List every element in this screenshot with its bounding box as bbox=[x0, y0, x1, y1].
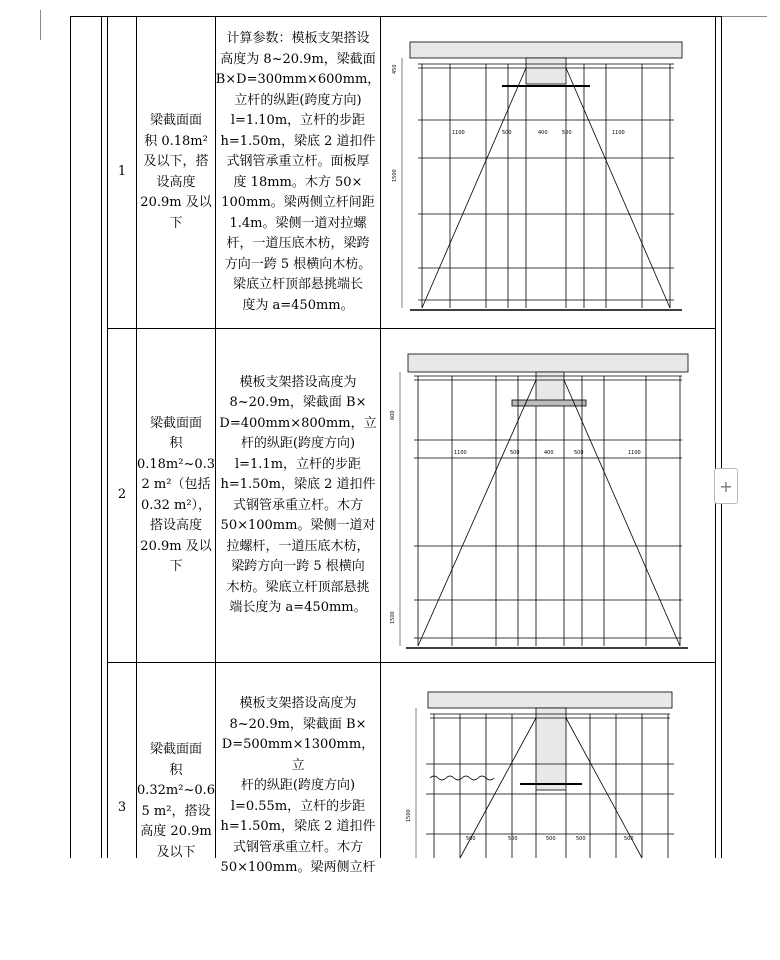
scope-cell bbox=[137, 680, 215, 960]
scope-line: 5 m²，搭设 bbox=[141, 803, 211, 819]
dim-label: 450 bbox=[392, 64, 398, 74]
scope-line: 梁截面面 bbox=[149, 113, 202, 128]
params-line: 式钢管承重立杆。木方 bbox=[232, 839, 363, 855]
formwork-drawing bbox=[390, 674, 702, 858]
params-line: 模板支架搭设高度为 bbox=[239, 374, 357, 390]
dim-label: 600 bbox=[390, 410, 396, 420]
table-border bbox=[715, 16, 716, 858]
dim-label: 1100 bbox=[454, 450, 467, 456]
scope-cell bbox=[137, 329, 215, 662]
params-cell bbox=[216, 17, 380, 328]
params-cell bbox=[216, 694, 380, 875]
dim-label: 400 bbox=[544, 450, 554, 456]
params-line: 高度为 8~20.9m，梁截面 bbox=[220, 51, 376, 67]
dim-label: 500 bbox=[502, 130, 512, 136]
scope-line: 及以下 bbox=[156, 844, 196, 860]
params-line: 杆的纵距(跨度方向) bbox=[240, 778, 356, 793]
params-line: l=0.55m，立杆的步距 bbox=[230, 798, 366, 814]
params-line: 方向一跨 5 根横向木枋。 bbox=[224, 256, 372, 272]
params-line: 梁跨方向一跨 5 根横向 bbox=[231, 559, 365, 574]
dim-label: 1500 bbox=[406, 809, 412, 822]
dim-label: 1500 bbox=[390, 611, 396, 624]
params-line: 杆的纵距(跨度方向) bbox=[240, 436, 356, 451]
params-line: B×D=300mm×600mm， bbox=[215, 72, 381, 87]
params-line: l=1.10m，立杆的步距 bbox=[230, 113, 366, 128]
params-cell bbox=[216, 329, 380, 662]
params-line: 100mm。梁两侧立杆间距 bbox=[221, 195, 375, 210]
params-line: 木枋。梁底立杆顶部悬挑 bbox=[226, 579, 370, 595]
params-line: 杆，一道压底木枋，梁跨 bbox=[226, 236, 370, 251]
crop-mark-top-right bbox=[717, 0, 767, 17]
scope-line: 下 bbox=[169, 559, 183, 574]
scope-line: 20.9m 及以 bbox=[140, 538, 212, 554]
scope-line: 积 0.18m² bbox=[144, 133, 208, 149]
scope-line: 搭设高度 bbox=[149, 518, 202, 533]
table-border bbox=[70, 16, 71, 858]
params-line: h=1.50m，梁底 2 道扣件 bbox=[220, 133, 376, 149]
dim-label: 1500 bbox=[392, 169, 398, 182]
params-line: 立杆的纵距(跨度方向) bbox=[234, 92, 362, 108]
dim-label: 500 bbox=[510, 450, 520, 456]
params-line: 50×100mm。梁两侧立杆 bbox=[220, 860, 376, 875]
scope-line: 2 m²（包括 bbox=[141, 477, 211, 492]
scope-line: 下 bbox=[169, 215, 183, 231]
formwork-drawing bbox=[390, 28, 702, 318]
dim-label: 500 bbox=[466, 836, 476, 842]
params-line: 模板支架搭设高度为 bbox=[239, 696, 357, 711]
dim-label: 500 bbox=[546, 836, 556, 842]
scope-line: 梁截面面 bbox=[149, 415, 202, 431]
params-line: 式钢管承重立杆。木方 bbox=[232, 497, 363, 513]
params-line: 式钢管承重立杆。面板厚 bbox=[226, 154, 370, 169]
formwork-drawing bbox=[390, 340, 702, 655]
row-number: 3 bbox=[117, 799, 127, 815]
add-row-button[interactable]: + bbox=[714, 468, 738, 504]
params-line: 梁底立杆顶部悬挑端长 bbox=[232, 277, 363, 292]
params-line: 拉螺杆，一道压底木枋， bbox=[226, 538, 370, 554]
scope-line: 高度 20.9m bbox=[140, 824, 212, 839]
params-line: 计算参数：模板支架搭设 bbox=[226, 31, 370, 46]
dim-label: 500 bbox=[624, 836, 634, 842]
dim-label: 500 bbox=[562, 130, 572, 136]
params-line: 8~20.9m，梁截面 B× bbox=[229, 716, 367, 732]
params-line: 50×100mm。梁侧一道对 bbox=[220, 518, 376, 533]
row-number: 1 bbox=[117, 164, 127, 180]
scope-line: 设高度 bbox=[156, 174, 196, 190]
dim-label: 1100 bbox=[452, 130, 465, 136]
table-border bbox=[721, 16, 722, 858]
params-line: h=1.50m，梁底 2 道扣件 bbox=[220, 477, 376, 492]
dim-label: 1100 bbox=[628, 450, 641, 456]
row-number: 2 bbox=[117, 487, 127, 503]
scope-line: 梁截面面 bbox=[149, 742, 202, 757]
dim-label: 1100 bbox=[612, 130, 625, 136]
scope-line: 积 bbox=[169, 436, 183, 451]
scope-cell bbox=[137, 17, 215, 328]
row-divider bbox=[107, 662, 716, 663]
scope-line: 积 bbox=[169, 762, 183, 778]
params-line: 度为 a=450mm。 bbox=[242, 297, 354, 313]
scope-line: 0.32 m²）， bbox=[140, 497, 212, 513]
params-line: 端长度为 a=450mm。 bbox=[229, 600, 367, 615]
params-line: D=500mm×1300mm，立 bbox=[221, 737, 375, 773]
params-line: D=400mm×800mm，立 bbox=[219, 415, 377, 431]
table-border bbox=[380, 16, 381, 858]
scope-line: 0.32m²~0.6 bbox=[136, 783, 216, 798]
crop-mark-top-left bbox=[0, 10, 41, 40]
params-line: h=1.50m，梁底 2 道扣件 bbox=[220, 819, 376, 834]
scope-line: 及以下，搭 bbox=[143, 154, 209, 169]
params-line: 1.4m。梁侧一道对拉螺 bbox=[229, 215, 367, 231]
dim-label: 400 bbox=[538, 130, 548, 136]
params-line: 8~20.9m，梁截面 B× bbox=[229, 395, 367, 410]
table-border bbox=[101, 16, 102, 858]
scope-line: 0.18m²~0.3 bbox=[136, 456, 216, 472]
params-line: l=1.1m，立杆的步距 bbox=[234, 456, 362, 472]
dim-label: 500 bbox=[576, 836, 586, 842]
scope-line: 20.9m 及以 bbox=[140, 195, 212, 210]
dim-label: 500 bbox=[574, 450, 584, 456]
params-line: 度 18mm。木方 50× bbox=[233, 174, 363, 190]
dim-label: 500 bbox=[508, 836, 518, 842]
